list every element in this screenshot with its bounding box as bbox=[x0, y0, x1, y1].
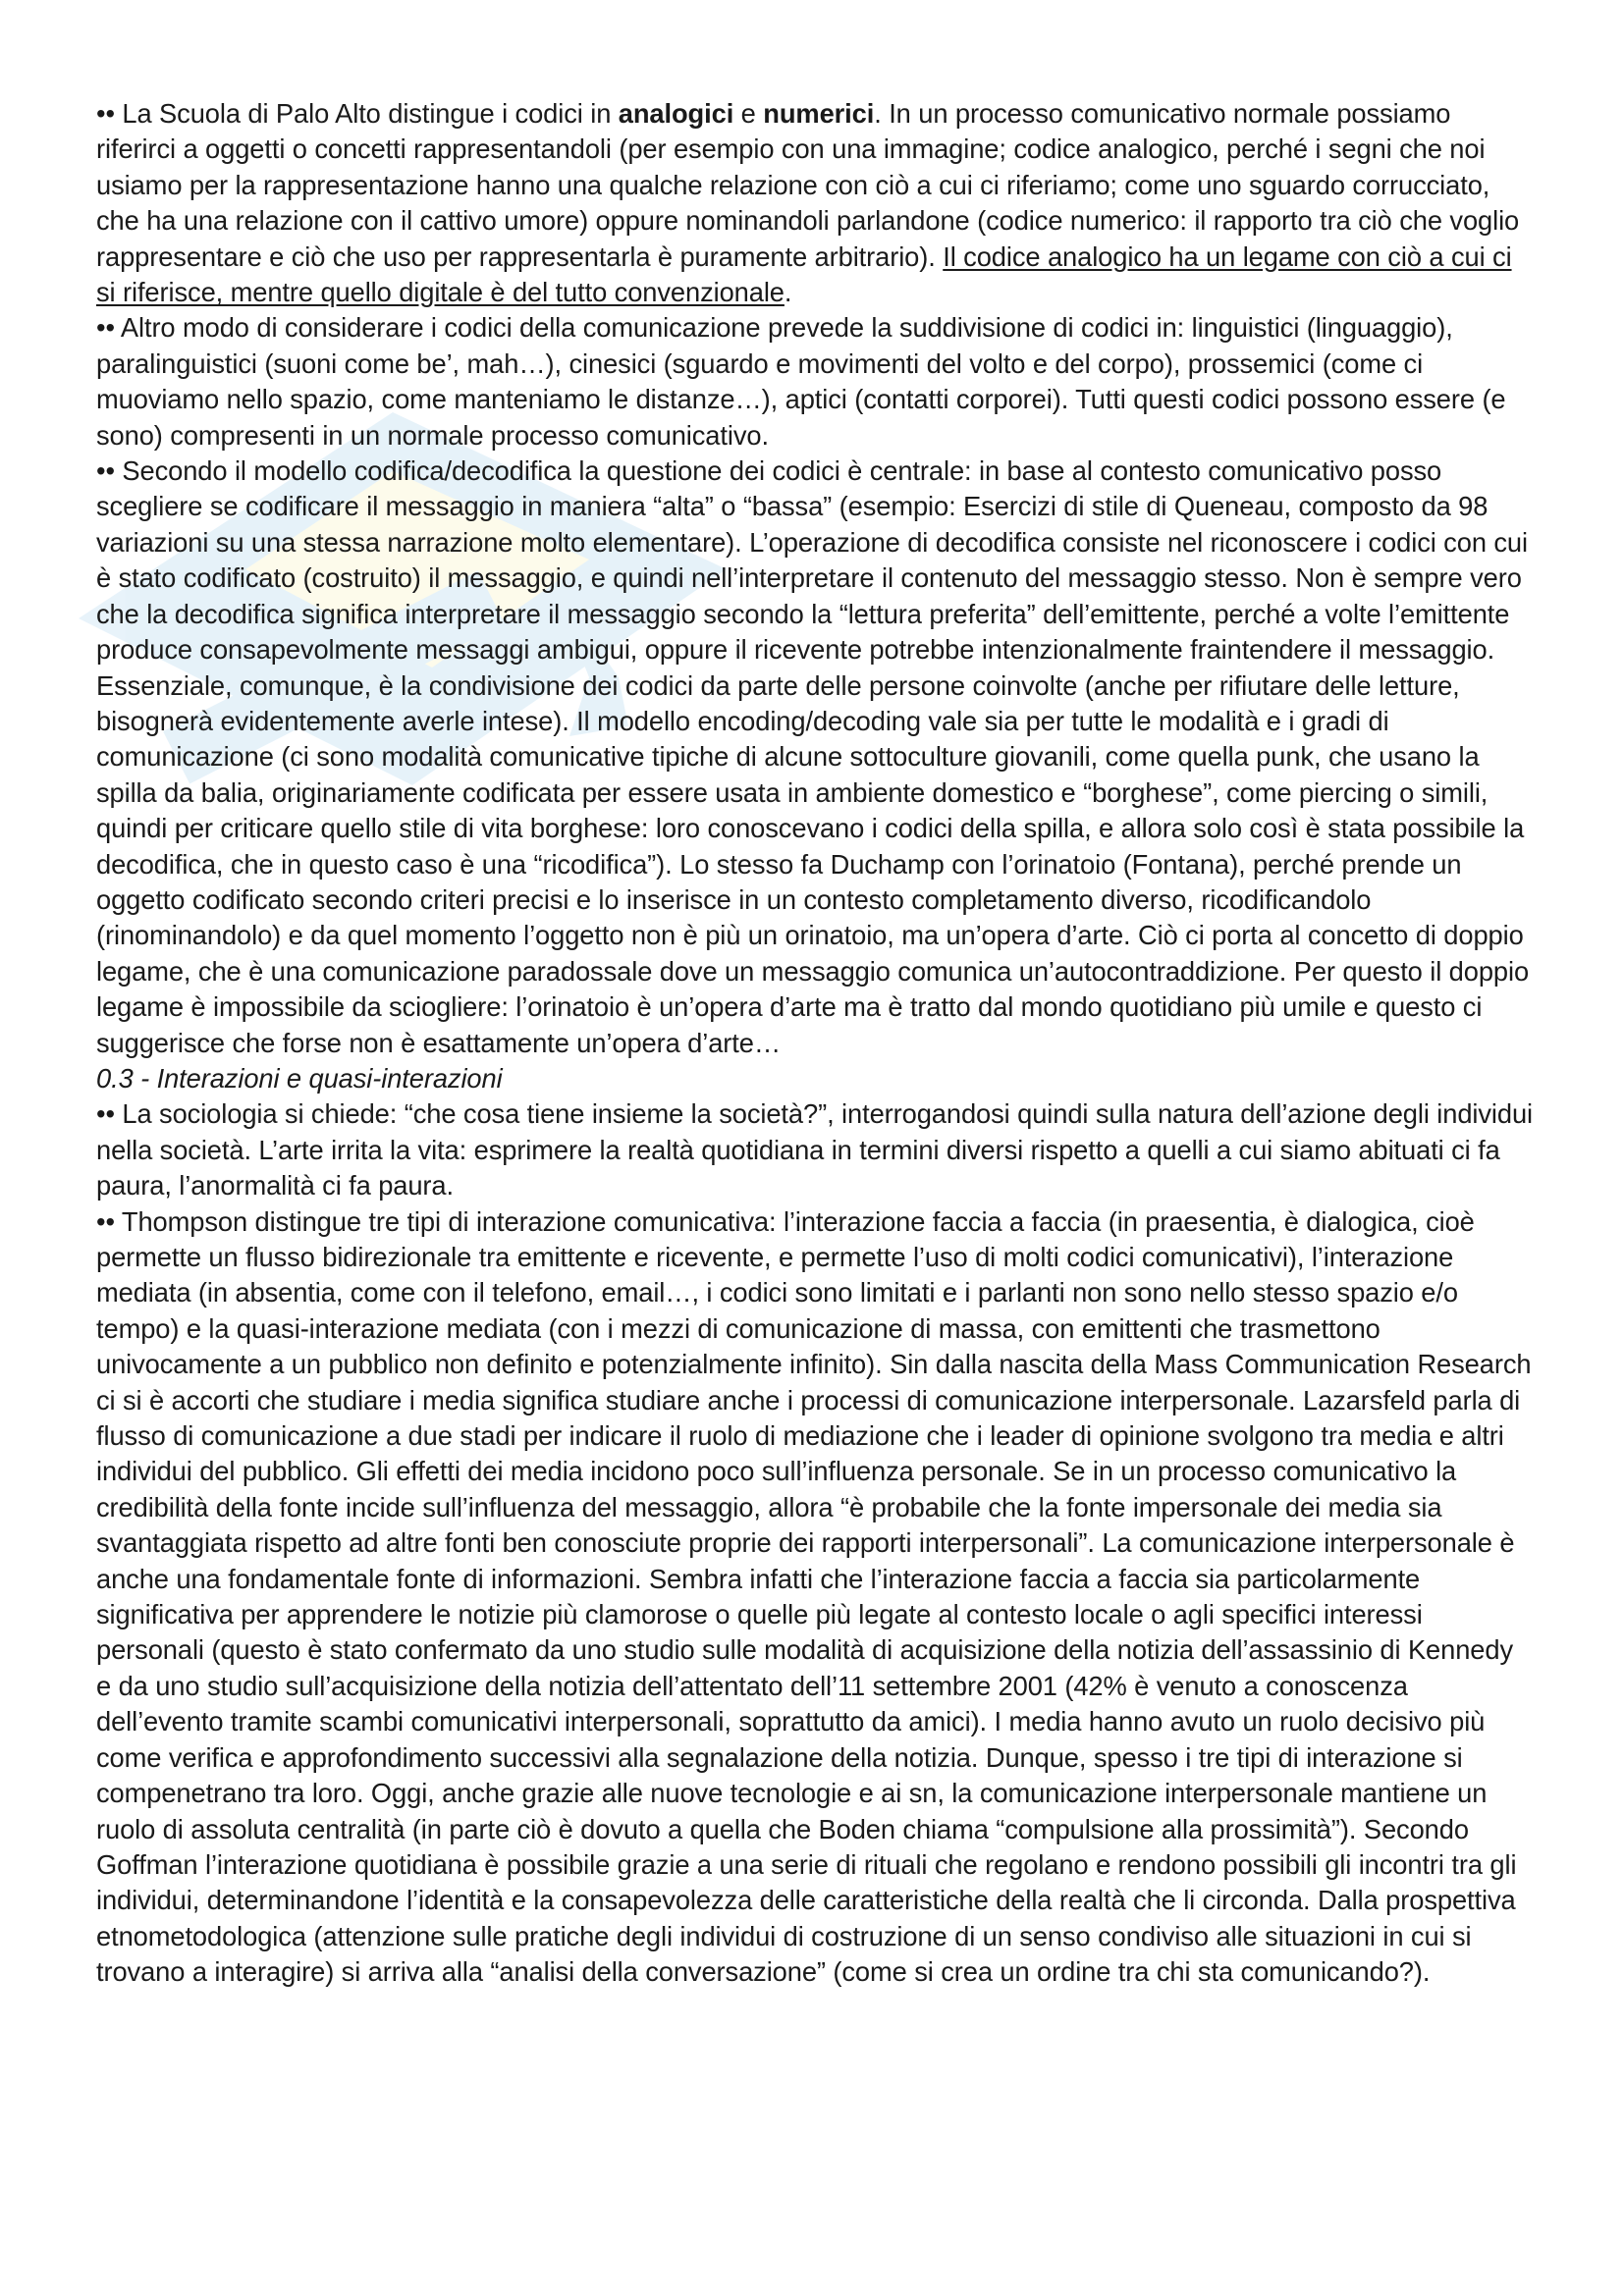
section-heading: 0.3 - Interazioni e quasi-interazioni bbox=[96, 1062, 503, 1094]
paragraph-sociologia: •• La sociologia si chiede: “che cosa tiene insieme la società?”, interrogandosi quindi sulla natura dell’azione degli individui nella società. L’arte irrita la vita: esprimere la realtà quotidiana in termini diversi rispetto a quelli a cui siamo abituati ci fa paura, l’anormalità ci fa paura. bbox=[96, 1098, 1534, 1201]
paragraph-thompson-interazioni: •• Thompson distingue tre tipi di interazione comunicativa: l’interazione faccia a faccia (in praesentia, è dialogica, cioè permette un flusso bidirezionale tra emittente e ricevente, e permette l’uso di molti codici comunicativi), l’interazione mediata (in absentia, come con il telefono, email…, i codici sono limitati e i parlanti non sono nello stesso spazio e/o tempo) e la quasi-interazione mediata (con i mezzi di comunicazione di massa, con emittenti che trasmettono univocamente a un pubblico non definito e potenzialmente infinito). Sin dalla nascita della Mass Communication Research ci si è accorti che studiare i media significa studiare anche i processi di comunicazione interpersonale. Lazarsfeld parla di flusso di comunicazione a due stadi per indicare il ruolo di mediazione che i leader di opinione svolgono tra media e altri individui del pubblico. Gli effetti dei media incidono poco sull’influenza personale. Se in un processo comunicativo la credibilità della fonte incide sull’influenza del messaggio, allora “è probabile che la fonte impersonale dei media sia svantaggiata rispetto ad altre fonti ben conosciute proprie dei rapporti interpersonali”. La comunicazione interpersonale è anche una fondamentale fonte di informazioni. Sembra infatti che l’interazione faccia a faccia sia particolarmente significativa per apprendere le notizie più clamorose o quelle più legate al contesto locale o agli specifici interessi personali (questo è stato confermato da uno studio sulle modalità di acquisizione della notizia dell’assassinio di Kennedy e da uno studio sull’acquisizione della notizia dell’attentato dell’11 settembre 2001 (42% è venuto a conoscenza dell’evento tramite scambi comunicativi interpersonali, soprattutto da amici). I media hanno avuto un ruolo decisivo più come verifica e approfondimento successivi alla segnalazione della notizia. Dunque, spesso i tre tipi di interazione si compenetrano tra loro. Oggi, anche grazie alle nuove tecnologie e ai sn, la comunicazione interpersonale mantiene un ruolo di assoluta centralità (in parte ciò è dovuto a quella che Boden chiama “compulsione alla prossimità”). Secondo Goffman l’interazione quotidiana è possibile grazie a una serie di rituali che regolano e rendono possibili gli incontri tra gli individui, determinandone l’identità e la consapevolezza delle caratteristiche della realtà che li circonda. Dalla prospettiva etnometodologica (attenzione sulle pratiche degli individui di costruzione di un senso condiviso alle situazioni in cui si trovano a interagire) si arriva alla “analisi della conversazione” (come si crea un ordine tra chi sta comunicando?). bbox=[96, 1205, 1532, 1988]
paragraph-tipi-di-codici: •• Altro modo di considerare i codici della comunicazione prevede la suddivisione di codici in: linguistici (linguaggio), paralinguistici (suoni come be’, mah…), cinesici (sguardo e movimenti del volto e del corpo), prossemici (come ci muoviamo nello spazio, come manteniamo le distanze…), aptici (contatti corporei). Tutti questi codici possono essere (e sono) compresenti in un normale processo comunicativo. bbox=[96, 312, 1506, 451]
text-segment: . bbox=[784, 277, 792, 308]
text-segment: . In un processo comunicativo normale possiamo riferirci a oggetti o concetti rappresentandoli (per esempio con una immagine; codice analogico, perché i segni che noi usiamo per la rappresentazione hanno una qualche relazione con ciò a cui ci riferiamo; come uno sguardo corrucciato, che ha una relazione con il cattivo umore) oppure nominandoli parlandone (codice numerico: il rapporto tra ciò che voglio rappresentare e ciò che uso per rappresentarla è puramente arbitrario). bbox=[96, 98, 1520, 272]
term-numerici: numerici bbox=[763, 98, 875, 129]
underlined-definition: Il codice analogico ha un legame con ciò a cui ci si riferisce, mentre quello digitale è del tutto convenzionale bbox=[96, 240, 1512, 308]
document-body bbox=[96, 96, 1535, 1991]
paragraph-codifica-decodifica: •• Secondo il modello codifica/decodifica la questione dei codici è centrale: in base al contesto comunicativo posso scegliere se codificare il messaggio in maniera “alta” o “bassa” (esempio: Esercizi di stile di Queneau, composto da 98 variazioni su una stessa narrazione molto elementare). L’operazione di decodifica consiste nel riconoscere i codici con cui è stato codificato (costruito) il messaggio, e quindi nell’interpretare il contenuto del messaggio stesso. Non è sempre vero che la decodifica significa interpretare il messaggio secondo la “lettura preferita” dell’emittente, perché a volte l’emittente produce consapevolmente messaggi ambigui, oppure il ricevente potrebbe intenzionalmente fraintendere il messaggio. Essenziale, comunque, è la condivisione dei codici da parte delle persone coinvolte (anche per rifiutare delle letture, bisognerà evidentemente averle intese). Il modello encoding/decoding vale sia per tutte le modalità e i gradi di comunicazione (ci sono modalità comunicative tipiche di alcune sottoculture giovanili, come quella punk, che usano la spilla da balia, originariamente codificata per essere usata in ambiente domestico e “borghese”, come piercing o simili, quindi per criticare quello stile di vita borghese: loro conoscevano i codici della spilla, e allora solo così è stata possibile la decodifica, che in questo caso è una “ricodifica”). Lo stesso fa Duchamp con l’orinatoio (Fontana), perché prende un oggetto codificato secondo criteri precisi e lo inserisce in un contesto completamento diverso, ricodificandolo (rinominandolo) e da quel momento l’oggetto non è più un orinatoio, ma un’opera d’arte. Ciò ci porta al concetto di doppio legame, che è una comunicazione paradossale dove un messaggio comunica un’autocontraddizione. Per questo il doppio legame è impossibile da sciogliere: l’orinatoio è un’opera d’arte ma è tratto dal mondo quotidiano più umile e questo ci suggerisce che forse non è esattamente un’opera d’arte… bbox=[96, 455, 1530, 1058]
text-segment: •• La Scuola di Palo Alto distingue i codici in bbox=[96, 98, 619, 129]
term-analogici: analogici bbox=[618, 98, 734, 129]
paragraph-codici-analogici-numerici bbox=[96, 96, 1535, 310]
text-segment: e bbox=[733, 98, 764, 129]
